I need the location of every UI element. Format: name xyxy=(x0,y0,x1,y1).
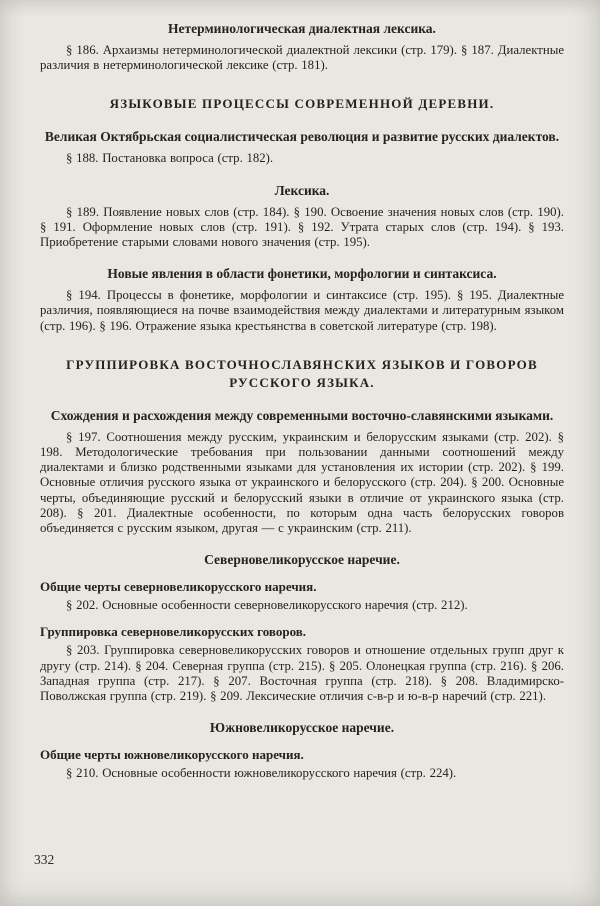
toc-entry-210: § 210. Основные особенности южновеликорусского наречия (стр. 224). xyxy=(66,766,457,781)
section-heading-convergences-divergences: Схождения и расхождения между современными восточно-славянскими языками. xyxy=(50,407,554,423)
page-number: 332 xyxy=(34,852,55,867)
toc-entry-203-209: § 203. Группировка северновеликорусских говоров и отношение отдельных групп друг к другу (стр. 214). § 204. Северная группа (стр. 215). § 205. Олонецкая группа (стр. 216). § 206. Западная группа (стр. 217). § 207. Восточная группа (стр. 218). § 208. Владимирско-Поволжская группа (стр. 219). § 209. Лексические отличия с-в-р и ю-в-р наречий (стр. 221). xyxy=(40,643,564,704)
toc-entry-186-187: § 186. Архаизмы нетерминологической диалектной лексики (стр. 179). § 187. Диалектные различия в нетерминологической лексике (стр. 181). xyxy=(40,43,564,73)
subsection-heading-common-traits-south: Общие черты южновеликорусского наречия. xyxy=(40,747,304,763)
subsection-heading-common-traits-north: Общие черты северновеликорусского наречия. xyxy=(40,579,317,595)
toc-entry-197-201: § 197. Соотношения между русским, украинским и белорусским языками (стр. 202). § 198. Методологические требования при пользовании данными соотношений между диалектами и близко родственными языками для установления их истории (стр. 202). § 199. Основные отличия русского языка от украинского и белорусского (стр. 204). § 200. Основные черты, объединяющие русский и белорусский языки в отличие от украинского языка (стр. 208). § 201. Диалектные особенности, по которым одна часть белорусских говоров объединяется с русским языком, другая — с украинским (стр. 211). xyxy=(40,429,564,536)
table-of-contents xyxy=(40,20,564,781)
section-heading-new-phenomena: Новые явления в области фонетики, морфологии и синтаксиса. xyxy=(107,266,497,282)
subsection-heading-grouping-north-dialects: Группировка северновеликорусских говоров. xyxy=(40,624,307,640)
toc-entry-194-196: § 194. Процессы в фонетике, морфологии и синтаксисе (стр. 195). § 195. Диалектные различия, появляющиеся на почве взаимодействия между диалектами и литературным языком (стр. 196). § 196. Отражение языка крестьянства в советской литературе (стр. 198). xyxy=(40,288,564,333)
toc-entry-189-193: § 189. Появление новых слов (стр. 184). § 190. Освоение значения новых слов (стр. 190). § 191. Оформление новых слов (стр. 191). § 192. Утрата старых слов (стр. 194). § 193. Приобретение старыми словами нового значения (стр. 195). xyxy=(40,204,564,250)
section-heading-south-great-russian: Южновеликорусское наречие. xyxy=(209,720,395,736)
section-heading-october-revolution: Великая Октябрьская социалистическая революция и развитие русских диалектов. xyxy=(44,129,560,145)
chapter-heading-grouping-east-slavic: ГРУППИРОВКА ВОСТОЧНОСЛАВЯНСКИХ ЯЗЫКОВ И ГОВОРОВ РУССКОГО ЯЗЫКА. xyxy=(66,356,538,390)
section-heading-neterminological-lexika: Нетерминологическая диалектная лексика. xyxy=(168,21,436,36)
chapter-heading-language-processes: ЯЗЫКОВЫЕ ПРОЦЕССЫ СОВРЕМЕННОЙ ДЕРЕВНИ. xyxy=(109,96,495,112)
section-heading-lexika: Лексика. xyxy=(274,182,330,198)
section-heading-north-great-russian: Северновеликорусское наречие. xyxy=(204,552,400,568)
toc-entry-188: § 188. Постановка вопроса (стр. 182). xyxy=(66,151,274,166)
toc-entry-202: § 202. Основные особенности северновеликорусского наречия (стр. 212). xyxy=(66,598,468,613)
